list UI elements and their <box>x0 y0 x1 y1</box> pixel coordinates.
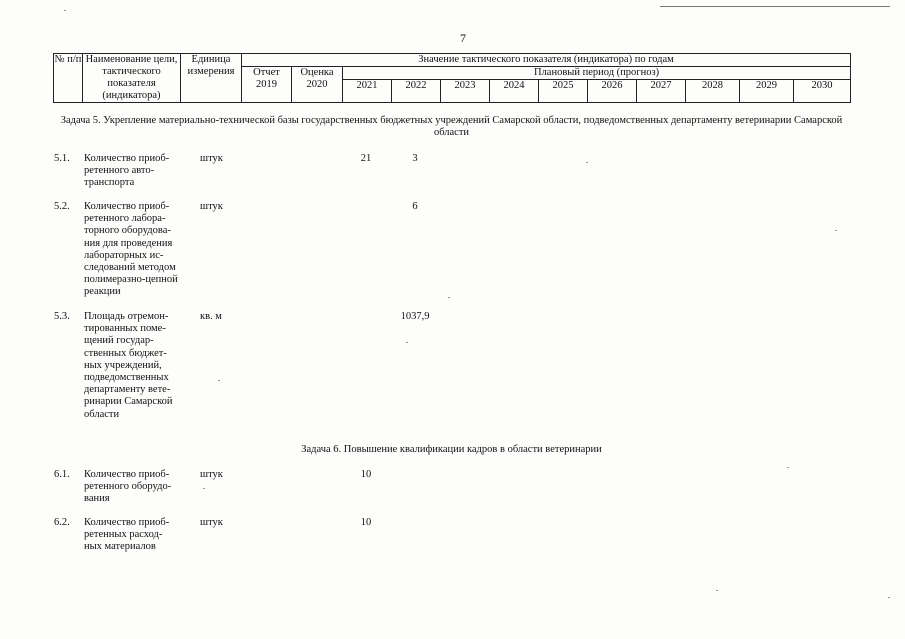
row-name: Количество приоб-ретенного авто-транспорта <box>84 153 170 189</box>
scan-speck <box>203 488 205 489</box>
scan-speck <box>218 380 220 381</box>
row-value-2021: 10 <box>360 517 372 528</box>
header-year: 2026 <box>588 80 637 103</box>
row-num: 5.3. <box>54 311 70 322</box>
scan-speck <box>835 230 837 231</box>
row-value-2022: 1037,9 <box>400 311 430 322</box>
row-name: Количество приоб-ретенного лабора-торного оборудова-ния для проведения лабораторных ис-следований методом полимеразно-цепной реакции <box>84 201 178 298</box>
header-estimate-label: Оценка <box>300 67 334 78</box>
row-name: Количество приоб-ретенного оборудо-вания <box>84 469 172 505</box>
row-unit: штук <box>200 517 223 528</box>
row-unit: штук <box>200 153 223 164</box>
header-year: 2027 <box>637 80 686 103</box>
row-unit: штук <box>200 201 223 212</box>
page-number: 7 <box>460 31 466 45</box>
header-year: 2028 <box>686 80 740 103</box>
row-value-2022: 6 <box>412 201 418 212</box>
row-num: 6.1. <box>54 469 70 480</box>
header-year: 2023 <box>441 80 490 103</box>
row-value-2022: 3 <box>412 153 418 164</box>
row-value-2021: 10 <box>360 469 372 480</box>
scan-speck <box>64 10 66 11</box>
header-estimate <box>292 67 343 103</box>
header-year: 2030 <box>794 80 851 103</box>
row-unit: кв. м <box>200 311 222 322</box>
scan-speck <box>586 162 588 163</box>
header-values: Значение тактического показателя (индикатора) по годам <box>242 54 851 67</box>
header-report-year: 2019 <box>256 79 277 90</box>
indicator-table-header <box>53 53 851 103</box>
header-year: 2029 <box>740 80 794 103</box>
scan-speck <box>787 467 789 468</box>
header-name: Наименование цели, тактического показателя (индикатора) <box>83 54 181 103</box>
task6-title: Задача 6. Повышение квалификации кадров в области ветеринарии <box>301 444 602 455</box>
scan-speck <box>406 342 408 343</box>
scan-speck <box>888 597 890 598</box>
header-year: 2022 <box>392 80 441 103</box>
row-name: Количество приоб-ретенных расход-ных материалов <box>84 517 170 553</box>
header-num: № п/п <box>54 54 83 103</box>
header-plan: Плановый период (прогноз) <box>343 67 851 80</box>
scan-top-rule <box>660 6 890 7</box>
header-report <box>242 67 292 103</box>
scan-speck <box>448 297 450 298</box>
row-num: 6.2. <box>54 517 70 528</box>
task5-title: Задача 5. Укрепление материально-технической базы государственных бюджетных учреждений Самарской области, подведомственных департаменту ветеринарии Самарской области <box>60 115 843 139</box>
row-unit: штук <box>200 469 223 480</box>
header-year: 2024 <box>490 80 539 103</box>
scan-speck <box>716 590 718 591</box>
row-value-2021: 21 <box>360 153 372 164</box>
row-name: Площадь отремон-тированных поме-щений государ-ственных бюджет-ных учреждений, подведомственных департаменту вете-ринарии Самарской области <box>84 311 173 420</box>
header-year: 2021 <box>343 80 392 103</box>
header-year: 2025 <box>539 80 588 103</box>
row-num: 5.1. <box>54 153 70 164</box>
row-num: 5.2. <box>54 201 70 212</box>
header-unit: Единица измерения <box>181 54 242 103</box>
header-report-label: Отчет <box>253 67 280 78</box>
header-estimate-year: 2020 <box>306 79 328 90</box>
